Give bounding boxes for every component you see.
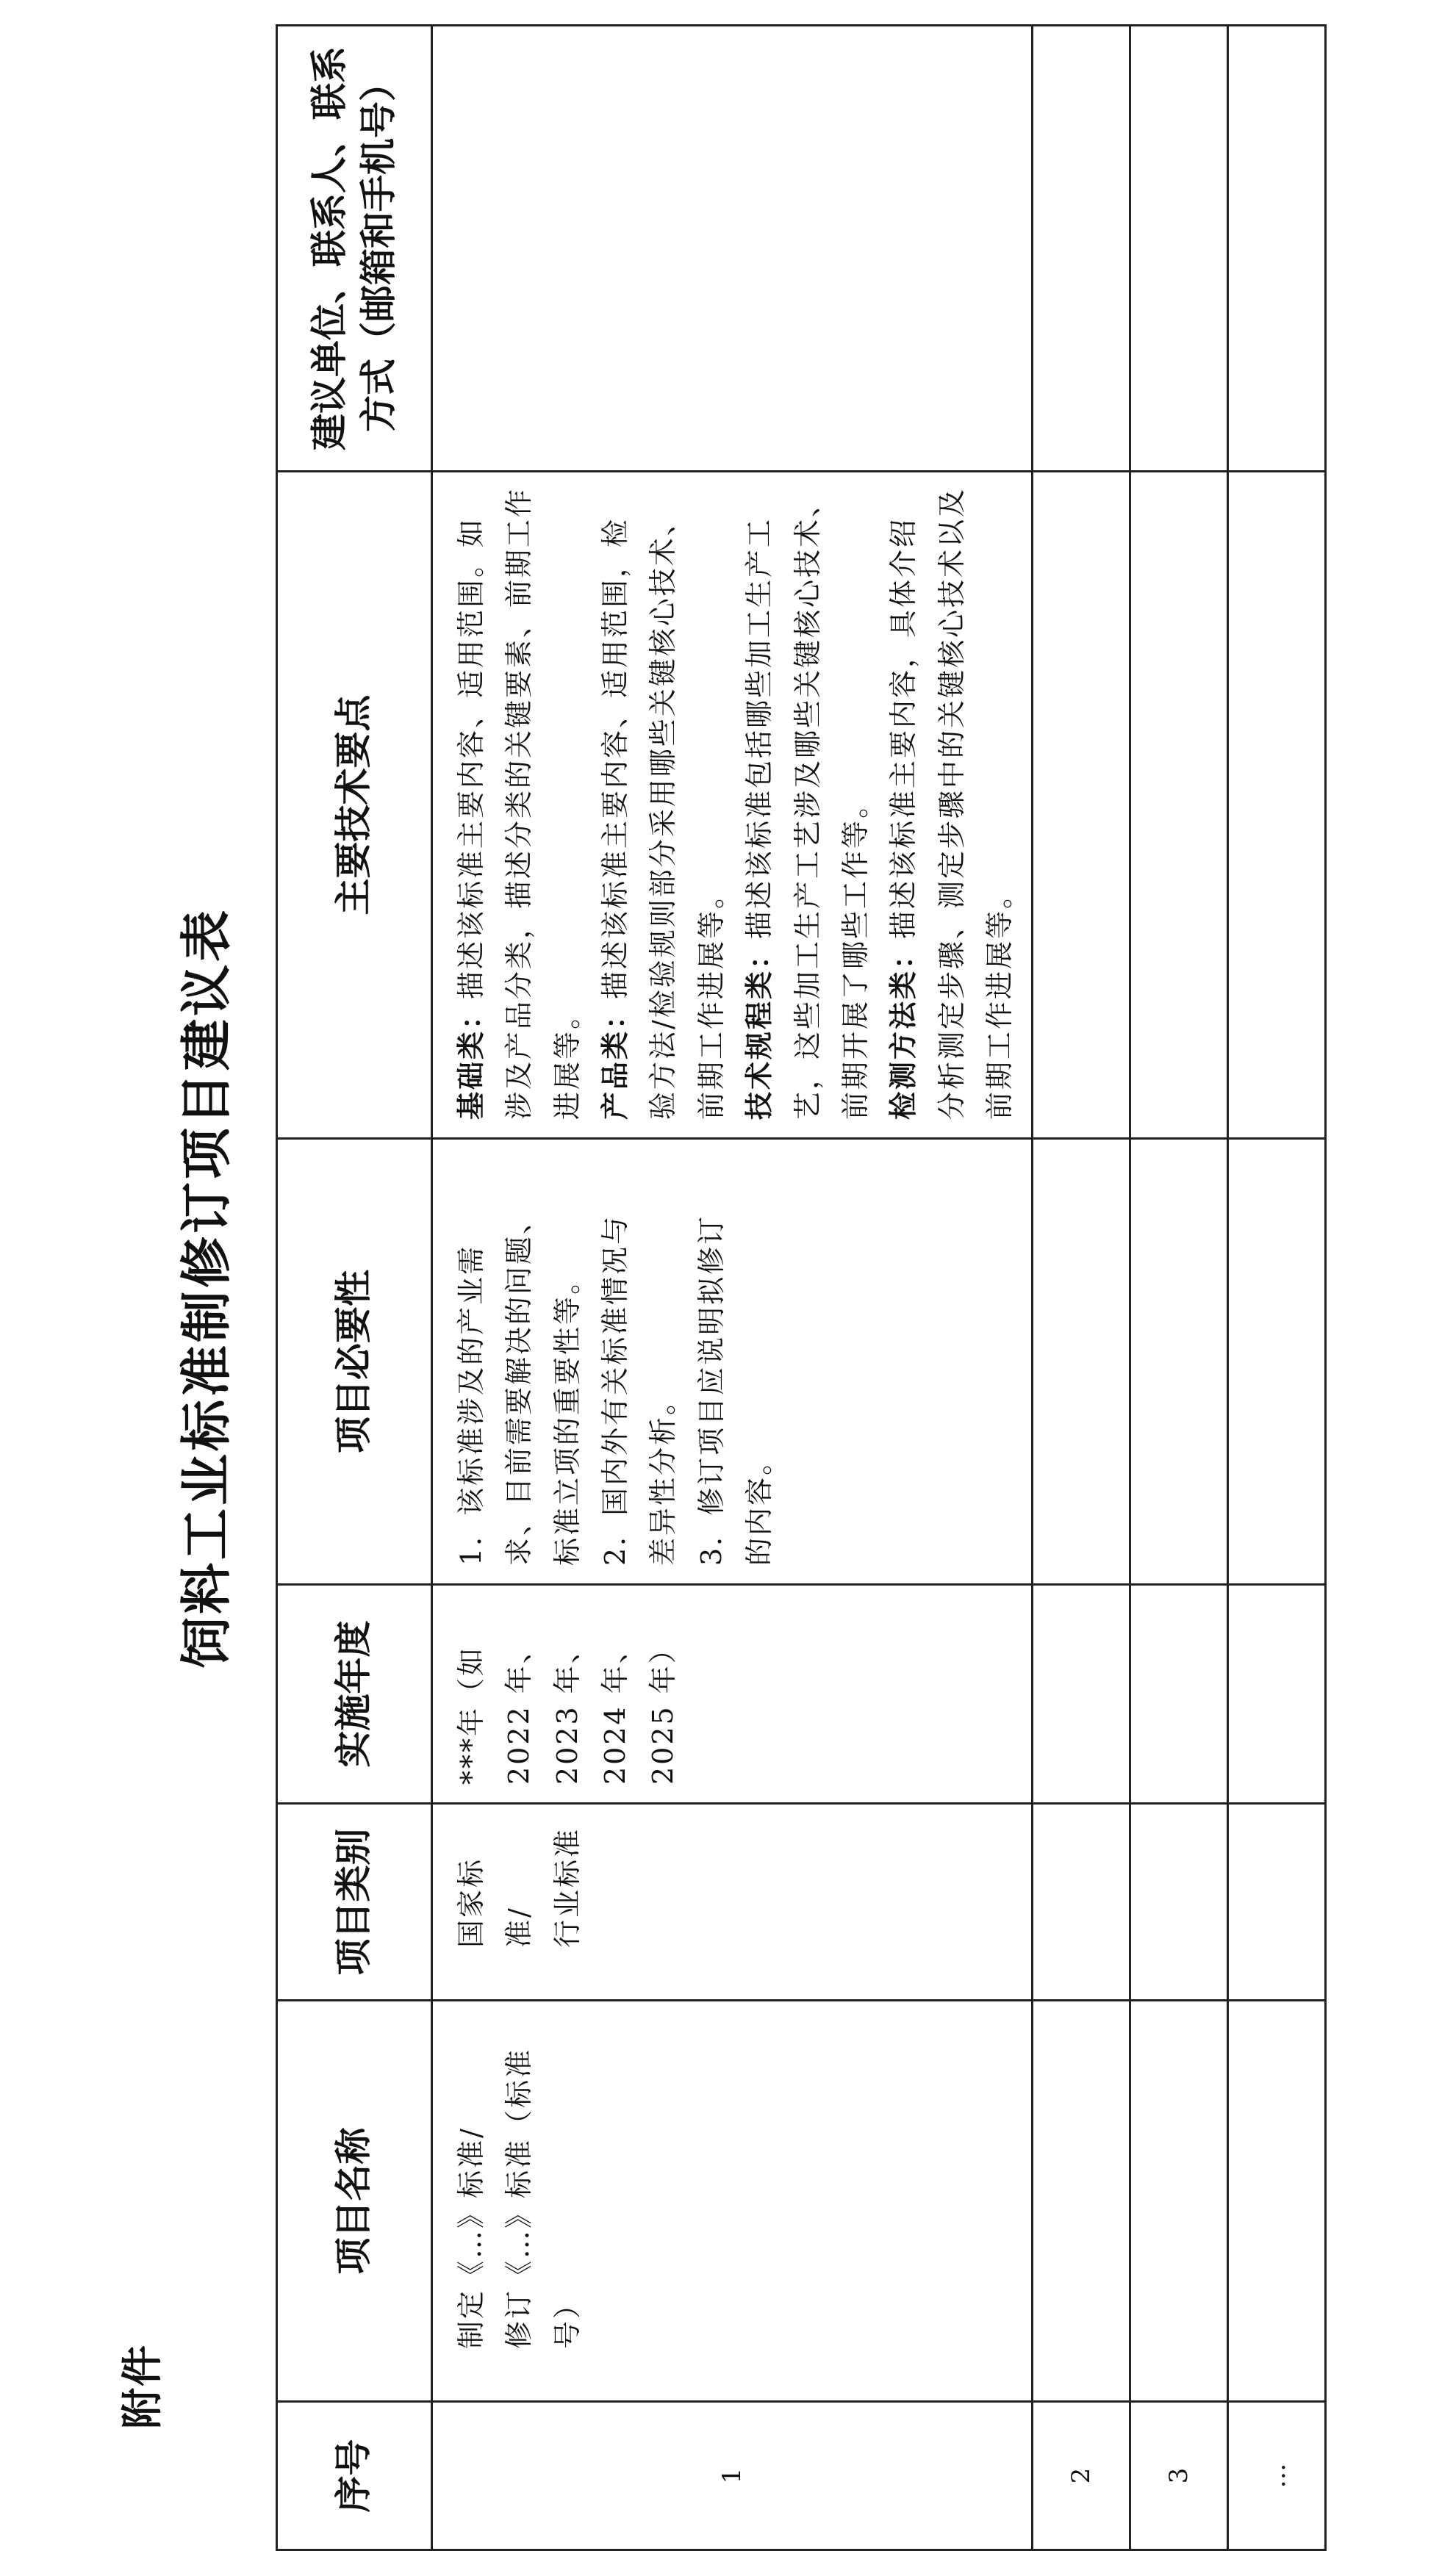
tech-point-procedure xyxy=(736,487,880,1120)
cell-empty xyxy=(1130,472,1228,1139)
header-seq: 序号 xyxy=(277,2402,432,2550)
cell-empty xyxy=(1228,2001,1326,2402)
header-technical-points: 主要技术要点 xyxy=(277,472,432,1139)
cell-empty xyxy=(1033,26,1130,472)
header-implementation-year: 实施年度 xyxy=(277,1585,432,1804)
cell-necessity xyxy=(432,1139,1033,1585)
cell-empty xyxy=(1130,2001,1228,2402)
header-necessity: 项目必要性 xyxy=(277,1139,432,1585)
year-line: 2025 年） xyxy=(647,1633,680,1785)
table-header-row xyxy=(277,26,432,2550)
necessity-line: 的内容。 xyxy=(743,1444,776,1566)
header-project-name: 项目名称 xyxy=(277,2001,432,2402)
tech-point-basic xyxy=(448,487,592,1120)
year-line: ***年（如 xyxy=(455,1645,487,1785)
tech-point-text: 描述该标准包括哪些加工生产工艺，这些加工生产工艺涉及哪些关键核心技术、前期开展了哪些工作等。 xyxy=(743,486,872,1120)
necessity-line: 3．修订项目应说明拟修订 xyxy=(695,1214,728,1566)
cell-project-name xyxy=(432,2001,1033,2402)
year-line: 2023 年、 xyxy=(550,1633,584,1785)
cell-technical-points xyxy=(432,472,1033,1139)
cell-empty xyxy=(1130,26,1228,472)
necessity-line: 2．国内外有关标准情况与 xyxy=(599,1214,632,1566)
cell-empty xyxy=(1228,472,1326,1139)
tech-point-label: 基础类： xyxy=(455,999,487,1120)
table-row xyxy=(1130,26,1228,2550)
tech-point-label: 技术规程类： xyxy=(743,938,776,1120)
tech-point-text: 描述该标准主要内容，具体介绍分析测定步骤、测定步骤中的关键核心技术以及前期工作进展等。 xyxy=(887,486,1016,1120)
tech-point-label: 检测方法类： xyxy=(887,938,920,1120)
necessity-line: 求、目前需要解决的问题、 xyxy=(503,1204,536,1566)
project-name-line: 修订《…》标准（标准号） xyxy=(503,2047,584,2349)
year-line: 2024 年、 xyxy=(599,1633,632,1785)
cell-empty xyxy=(1228,1804,1326,2001)
attachment-label: 附件 xyxy=(119,2344,167,2429)
necessity-line: 1．该标准涉及的产业需 xyxy=(455,1244,487,1566)
cell-seq: 2 xyxy=(1033,2402,1130,2550)
project-name-line: 制定《…》标准/ xyxy=(455,2126,487,2349)
cell-empty xyxy=(1033,1585,1130,1804)
cell-implementation-year xyxy=(432,1585,1033,1804)
cell-project-category xyxy=(432,1804,1033,2001)
cell-empty xyxy=(1130,1585,1228,1804)
tech-point-text: 描述该标准主要内容、适用范围，检验方法/检验规则部分采用哪些关键核心技术、前期工作进展等。 xyxy=(599,506,728,1120)
cell-contact xyxy=(432,26,1033,472)
necessity-line: 差异性分析。 xyxy=(647,1384,680,1566)
header-project-category: 项目类别 xyxy=(277,1804,432,2001)
year-line: 2022 年、 xyxy=(503,1633,536,1785)
cell-empty xyxy=(1033,472,1130,1139)
page-title: 饲料工业标准制修订项目建议表 xyxy=(176,907,237,1669)
table-row xyxy=(432,26,1033,2550)
proposal-table xyxy=(276,24,1327,2551)
cell-empty xyxy=(1033,1804,1130,2001)
table-row xyxy=(1033,26,1130,2550)
tech-point-method xyxy=(880,487,1024,1120)
cell-empty xyxy=(1130,1804,1228,2001)
cell-empty xyxy=(1228,26,1326,472)
table-row xyxy=(1228,26,1326,2550)
tech-point-product xyxy=(592,487,736,1120)
necessity-line: 标准立项的重要性等。 xyxy=(550,1264,584,1566)
header-contact: 建议单位、联系人、联系方式（邮箱和手机号） xyxy=(277,26,432,472)
cell-empty xyxy=(1033,1139,1130,1585)
project-category-line: 行业标准 xyxy=(550,1827,584,1948)
tech-point-label: 产品类： xyxy=(599,999,632,1120)
cell-seq: 3 xyxy=(1130,2402,1228,2550)
cell-empty xyxy=(1228,1139,1326,1585)
cell-empty xyxy=(1228,1585,1326,1804)
cell-seq: … xyxy=(1228,2402,1326,2550)
tech-point-text: 描述该标准主要内容、适用范围。如涉及产品分类，描述分类的关键要素、前期工作进展等。 xyxy=(455,486,584,1120)
cell-empty xyxy=(1130,1139,1228,1585)
cell-seq: 1 xyxy=(432,2402,1033,2550)
project-category-line: 国家标准/ xyxy=(455,1857,536,1948)
cell-empty xyxy=(1033,2001,1130,2402)
